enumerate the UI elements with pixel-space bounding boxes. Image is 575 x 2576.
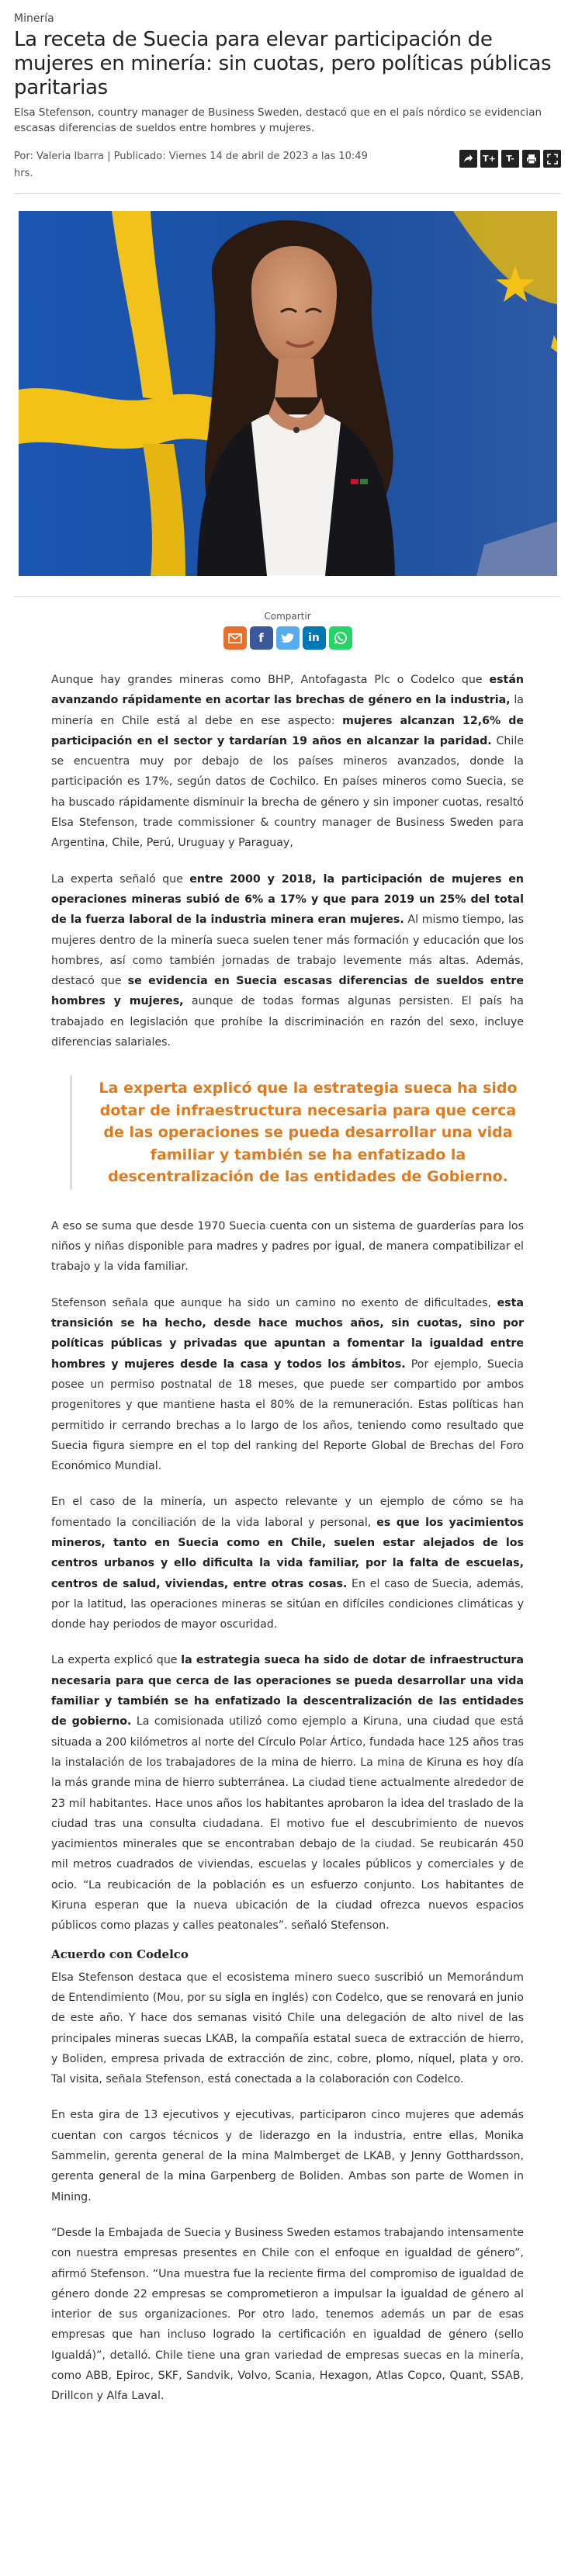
email-icon[interactable] bbox=[223, 626, 247, 650]
subtitle: Elsa Stefenson, country manager de Business Sweden, destacó que en el país nórdico se evidencian escasas diferencias de sueldos entre hombres y mujeres. bbox=[14, 106, 542, 134]
text-run: Al mismo tiempo, las mujeres dentro de la minería sueca suelen tener más formación y educación que los hombres, así como también jornadas de trabajo levemente más altas. Además, destacó que bbox=[51, 914, 524, 988]
share-bar bbox=[14, 596, 561, 650]
share-arrow-icon[interactable] bbox=[459, 150, 477, 168]
text-run: Stefenson señala que aunque ha sido un camino no exento de dificultades, bbox=[51, 1296, 497, 1309]
facebook-icon[interactable]: f bbox=[250, 626, 273, 650]
paragraph bbox=[51, 1968, 524, 2090]
bold-run: la estrategia sueca ha sido de dotar de infraestructura necesaria para que cerca de las operaciones se pueda desarrollar una vida familiar y también se ha enfatizado la descentralización de las entidades de gobierno. bbox=[51, 1654, 524, 1728]
paragraph bbox=[51, 2105, 524, 2207]
text-run: La experta señaló que bbox=[51, 872, 190, 886]
text-run: En el caso de Suecia, además, por la latitud, las operaciones mineras se sitúan en difíciles condiciones climáticas y donde hay periodos de mayor oscuridad. bbox=[51, 1577, 524, 1631]
text-run: A eso se suma que desde 1970 Suecia cuenta con un sistema de guarderías para los niños y niñas disponible para madres y padres por igual, de manera compatibilizar el trabajo y la vida familiar. bbox=[51, 1219, 524, 1274]
swedish-flag-portrait bbox=[19, 211, 557, 576]
fullscreen-icon[interactable] bbox=[543, 150, 561, 168]
share-label: Compartir bbox=[264, 611, 311, 622]
bold-run: entre 2000 y 2018, la participación de mujeres en operaciones mineras subió de 6% a 17% y que para 2019 un 25% del total de la fuerza laboral de la industria minera eran mujeres. bbox=[51, 872, 524, 927]
bold-run: están avanzando rápidamente en acortar las brechas de género en la industria, bbox=[51, 674, 524, 707]
text-run: “Desde la Embajada de Suecia y Business Sweden estamos trabajando intensamente con nuestra empresas presentes en Chile con el enfoque en igualdad de género”, afirmó Stefenson. “Una muestra fue la reciente firma del compromiso de igualdad de género donde 22 empresas se comprometieron a impulsar la igualdad de género al interior de sus organizaciones. Por otro lado, tenemos además un par de esas empresas que han incluso logrado la certificación en igualdad de género (sello Igualdá)”, detalló. Chile tiene una gran variedad de empresas suecas en la minería, como ABB, Epiroc, SKF, Sandvik, Volvo, Scania, Hexagon, Atlas Copco, Quant, SSAB, Drillcon y Alfa Laval. bbox=[51, 2226, 524, 2403]
hero-photo bbox=[19, 211, 557, 576]
headline: La receta de Suecia para elevar participación de mujeres en minería: sin cuotas, pero políticas públicas paritarias bbox=[14, 28, 552, 99]
text-run: aunque de todas formas algunas persisten. El país ha trabajado en legislación que prohíbe la discriminación en razón del sexo, incluye diferencias salariales. bbox=[51, 995, 524, 1049]
text-run: La comisionada utilizó como ejemplo a Kiruna, una ciudad que está situada a 200 kilómetros al norte del Círculo Polar Ártico, fundada hace 125 años tras la instalación de los trabajadores de la mina de hierro. La mina de Kiruna es hoy día la más grande mina de hierro subterránea. La ciudad tiene actualmente alrededor de 23 mil habitantes. Hace unos años los habitantes aprobaron la idea del traslado de la ciudad tras una consulta ciudadana. El motivo fue el descubrimiento de nuevos yacimientos minerales que se encontraban debajo de la ciudad. Se reubicarán 450 mil metros cuadrados de viviendas, escuelas y locales públicos y comerciales y de ocio. “La reubicación de la población es un esfuerzo conjunto. Los habitantes de Kiruna esperan que la nueva ubicación de la ciudad ofrezca nuevos espacios públicos como plazas y calles peatonales”. señaló Stefenson. bbox=[51, 1715, 524, 1933]
article-tools bbox=[459, 150, 561, 168]
text-run: La experta explicó que bbox=[51, 1654, 182, 1667]
text-run: la minería en Chile está al debe en ese aspecto: bbox=[51, 694, 524, 727]
linkedin-icon[interactable]: in bbox=[303, 626, 326, 650]
article-body bbox=[14, 670, 561, 2407]
paragraph bbox=[51, 2223, 524, 2407]
text-run: Por ejemplo, Suecia posee un permiso postnatal de 18 meses, que puede ser compartido por ambos progenitores y que mantiene hasta el 80% de la remuneración. Estas políticas han permitido ir cerrando brechas a lo largo de los años, teniendo como resultado que Suecia figura siempre en el top del ranking del Reporte Global de Brechas del Foro Económico Mundial. bbox=[51, 1357, 524, 1473]
text-increase-icon[interactable]: T+ bbox=[480, 150, 498, 168]
paragraph bbox=[51, 1650, 524, 1936]
print-icon[interactable] bbox=[522, 150, 540, 168]
paragraph bbox=[51, 670, 524, 854]
text-run: En esta gira de 13 ejecutivos y ejecutivas, participaron cinco mujeres que además cuentan con cargos técnicos y de liderazgo en la industria, entre ellas, Monika Sammelin, gerenta general de la mina Malmberget de LKAB, y Jenny Gotthardsson, gerenta general de la mina Garpenberg de Boliden. Ambas son parte de Women in Mining. bbox=[51, 2109, 524, 2203]
bold-run: esta transición se ha hecho, desde hace muchos años, sin cuotas, sino por políticas públicas y privadas que apuntan a fomentar la igualdad entre hombres y mujeres desde la casa y todos los ámbitos. bbox=[51, 1296, 524, 1371]
pull-quote bbox=[70, 1076, 524, 1190]
paragraph bbox=[51, 1492, 524, 1635]
bold-run: mujeres alcanzan 12,6% de participación en el sector y tardarían 19 años en alcanzar la paridad. bbox=[51, 714, 525, 747]
text-run: Aunque hay grandes mineras como BHP, Antofagasta Plc o Codelco que bbox=[51, 674, 490, 686]
subheading-codelco: Acuerdo con Codelco bbox=[51, 1947, 189, 1961]
paragraph bbox=[51, 1216, 524, 1278]
text-run: Chile se encuentra muy por debajo de los países mineros avanzados, donde la participación es 17%, según datos de Cochilco. En países mineros como Suecia, se ha buscado rápidamente disminuir la brecha de género y sin imponer cuotas, resaltó Elsa Stefenson, trade commissioner & country manager de Business Sweden para Argentina, Chile, Perú, Uruguay y Paraguay, bbox=[51, 734, 524, 850]
paragraph bbox=[51, 869, 524, 1053]
text-run: Elsa Stefenson destaca que el ecosistema minero sueco suscribió un Memorándum de Entendimiento (Mou, por su sigla en inglés) con Codelco, que se renovará en junio de este año. Y hace dos semanas visitó Chile una delegación de alto nivel de las principales mineras suecas LKAB, la compañía estatal sueca de extracción de hierro, y Boliden, empresa privada de extracción de zinc, cobre, plomo, níquel, plata y oro. Tal visita, señala Stefenson, está conectada a la colaboración con Codelco. bbox=[51, 1971, 524, 2086]
byline: Por: Valeria Ibarra | Publicado: Viernes 14 de abril de 2023 a las 10:49 hrs. bbox=[14, 151, 368, 179]
twitter-icon[interactable] bbox=[276, 626, 300, 650]
share-icons bbox=[14, 626, 561, 650]
bold-run: es que los yacimientos mineros, tanto en Suecia como en Chile, suelen estar alejados de los centros urbanos y ello dificulta la vida familiar, por la falta de escuelas, centros de salud, viviendas, entre otras cosas. bbox=[51, 1516, 524, 1590]
whatsapp-icon[interactable] bbox=[329, 626, 352, 650]
text-decrease-icon[interactable]: T- bbox=[501, 150, 519, 168]
section-label[interactable]: Minería bbox=[14, 12, 54, 25]
text-run: En el caso de la minería, un aspecto relevante y un ejemplo de cómo se ha fomentado la conciliación de la vida laboral y personal, bbox=[51, 1496, 524, 1529]
pull-quote-text: La experta explicó que la estrategia sueca ha sido dotar de infraestructura necesaria para que cerca de las operaciones se pueda desarrollar una vida familiar y también se ha enfatizado la descentralización de las entidades de Gobierno. bbox=[99, 1080, 518, 1186]
bold-run: se evidencia en Suecia escasas diferencias de sueldos entre hombres y mujeres, bbox=[51, 975, 524, 1008]
meta-row bbox=[14, 148, 561, 194]
paragraph bbox=[51, 1293, 524, 1477]
